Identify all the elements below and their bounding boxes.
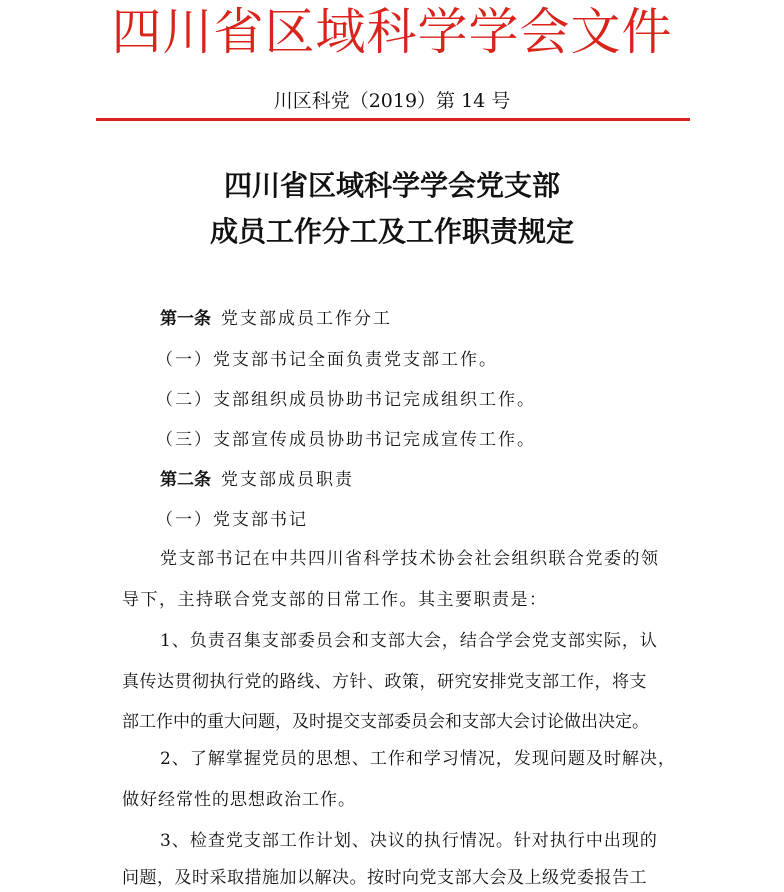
body-line-8: 3、检查党支部工作计划、决议的执行情况。针对执行中出现的 (160, 831, 658, 851)
article-1-number: 第一条 (160, 309, 211, 329)
article-2-item-1: （一）党支部书记 (156, 510, 308, 530)
article-1-item-2: （二）支部组织成员协助书记完成组织工作。 (156, 390, 536, 410)
body-line-9: 问题，及时采取措施加以解决。按时向党支部大会及上级党委报告工 (122, 868, 647, 888)
document-title-line-1: 四川省区域科学学会党支部 (223, 169, 560, 202)
article-2-title: 党支部成员职责 (221, 470, 354, 490)
body-line-3: 1、负责召集支部委员会和支部大会，结合学会党支部实际，认 (160, 631, 658, 651)
article-1-title: 党支部成员工作分工 (221, 309, 392, 329)
article-1-heading (160, 305, 392, 333)
body-line-1: 党支部书记在中共四川省科学技术协会社会组织联合党委的领 (160, 549, 660, 569)
body-line-6: 2、了解掌握党员的思想、工作和学习情况，发现问题及时解决， (160, 749, 676, 769)
document-title-line-2: 成员工作分工及工作职责规定 (209, 215, 574, 248)
body-line-2: 导下，主持联合党支部的日常工作。其主要职责是： (122, 590, 548, 610)
article-1-item-3: （三）支部宣传成员协助书记完成宣传工作。 (156, 430, 536, 450)
article-2-number: 第二条 (160, 470, 211, 490)
document-header-title: 四川省区域科学学会文件 (111, 3, 673, 61)
body-line-7: 做好经常性的思想政治工作。 (122, 790, 356, 810)
header-red-rule (96, 118, 690, 121)
article-2-heading (160, 466, 354, 494)
body-line-5: 部工作中的重大问题，及时提交支部委员会和支部大会讨论做出决定。 (122, 712, 649, 732)
body-line-4: 真传达贯彻执行党的路线、方针、政策，研究安排党支部工作，将支 (122, 672, 647, 692)
document-number: 川区科党（2019）第 14 号 (273, 90, 511, 112)
article-1-item-1: （一）党支部书记全面负责党支部工作。 (156, 350, 498, 370)
